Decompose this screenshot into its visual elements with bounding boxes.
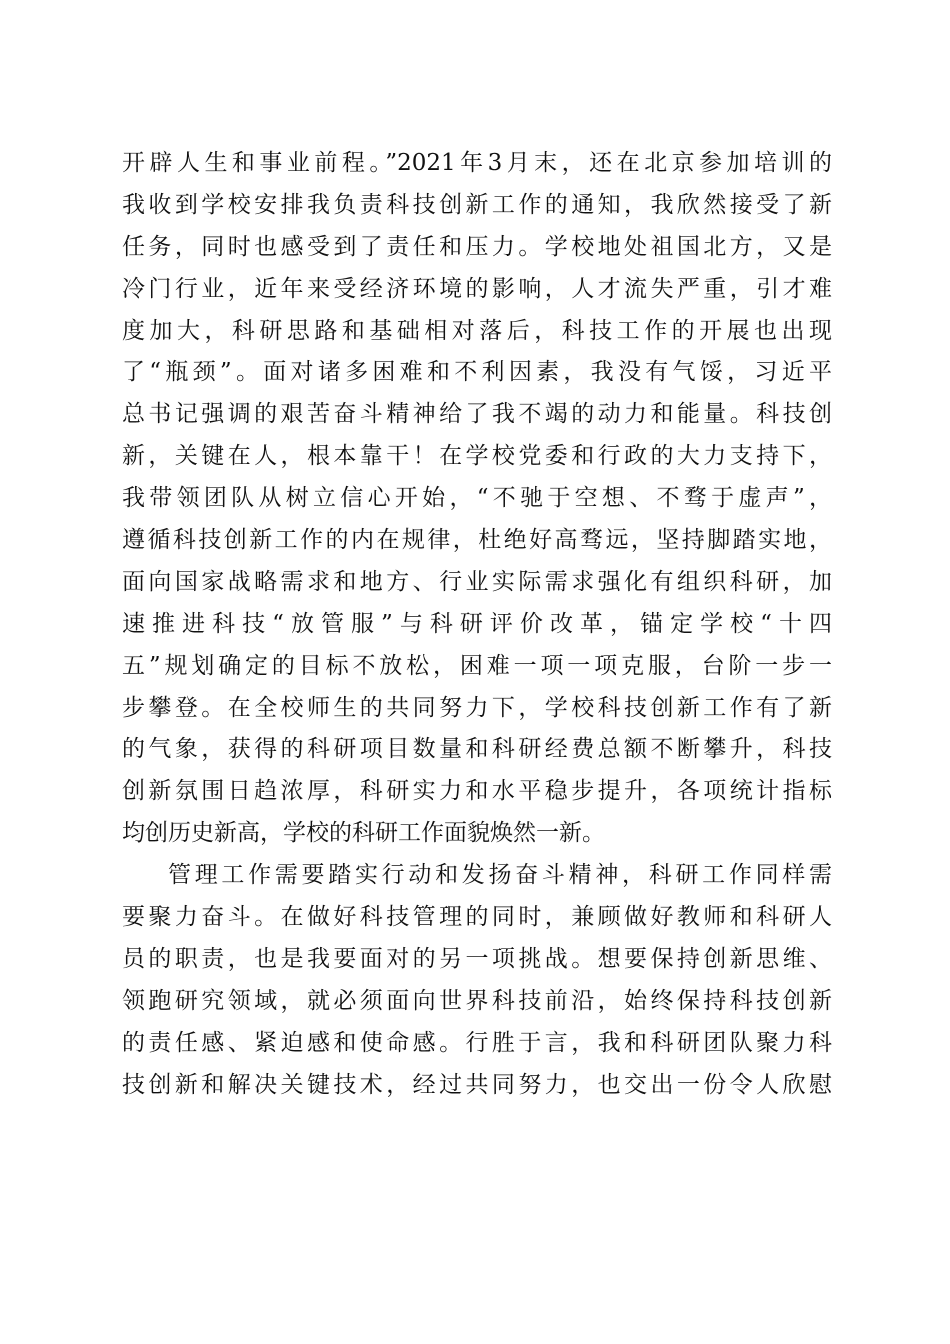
text-line: 遵循科技创新工作的内在规律，杜绝好高骛远，坚持脚踏实地，: [122, 527, 832, 554]
text-line: 步攀登。在全校师生的共同努力下，学校科技创新工作有了新: [122, 694, 832, 721]
text-line: 员的职责，也是我要面对的另一项挑战。想要保持创新思维、: [122, 945, 832, 972]
text-line: 了“瓶颈”。面对诸多困难和不利因素，我没有气馁，习近平: [122, 359, 832, 386]
text-line: 均创历史新高，学校的科研工作面貌焕然一新。: [122, 820, 605, 847]
paragraph-2: [122, 855, 832, 1106]
text-line: 五”规划确定的目标不放松，困难一项一项克服，台阶一步一: [122, 652, 832, 679]
text-line: 任务，同时也感受到了责任和压力。学校地处祖国北方，又是: [122, 233, 832, 260]
text-line: 我带领团队从树立信心开始，“不驰于空想、不骛于虚声”，: [122, 485, 832, 512]
text-line: 总书记强调的艰苦奋斗精神给了我不竭的动力和能量。科技创: [122, 401, 832, 428]
text-line: 要聚力奋斗。在做好科技管理的同时，兼顾做好教师和科研人: [122, 904, 832, 931]
text-line: 领跑研究领域，就必须面向世界科技前沿，始终保持科技创新: [122, 987, 832, 1014]
text-line: 新，关键在人，根本靠干！在学校党委和行政的大力支持下，: [122, 443, 832, 470]
text-line: 面向国家战略需求和地方、行业实际需求强化有组织科研，加: [122, 568, 832, 595]
text-line: 的气象，获得的科研项目数量和科研经费总额不断攀升，科技: [122, 736, 832, 763]
text-line: 开辟人生和事业前程。”2021年3月末，还在北京参加培训的: [122, 150, 832, 176]
text-line: 技创新和解决关键技术，经过共同努力，也交出一份令人欣慰: [122, 1071, 832, 1098]
text-line: 的责任感、紧迫感和使命感。行胜于言，我和科研团队聚力科: [122, 1029, 832, 1056]
paragraph-1: [122, 143, 832, 855]
text-line: 速推进科技“放管服”与科研评价改革，锚定学校“十四: [122, 610, 832, 637]
text-line: 管理工作需要踏实行动和发扬奋斗精神，科研工作同样需: [168, 862, 832, 889]
text-line: 创新氛围日趋浓厚，科研实力和水平稳步提升，各项统计指标: [122, 778, 832, 805]
body-text: [122, 143, 832, 1106]
text-line: 冷门行业，近年来受经济环境的影响，人才流失严重，引才难: [122, 275, 832, 302]
text-line: 度加大，科研思路和基础相对落后，科技工作的开展也出现: [122, 317, 832, 344]
text-line: 我收到学校安排我负责科技创新工作的通知，我欣然接受了新: [122, 191, 832, 218]
